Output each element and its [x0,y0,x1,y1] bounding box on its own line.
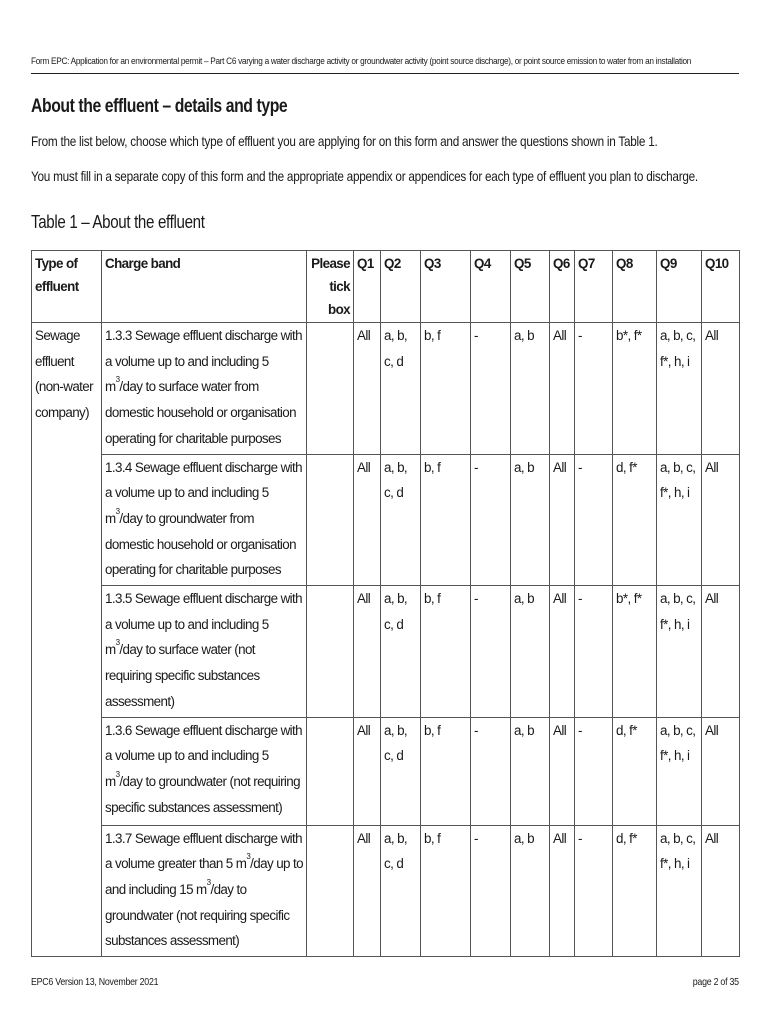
tick-box[interactable] [307,454,354,586]
q4-cell: - [471,323,511,455]
q9-cell: a, b, c, f*, h, i [657,586,702,718]
q8-cell: d, f* [613,454,657,586]
q9-cell: a, b, c, f*, h, i [657,454,702,586]
charge-band-cell [102,717,307,825]
q8-cell: b*, f* [613,323,657,455]
q2-cell: a, b, c, d [381,323,421,455]
charge-band-text: /day to surface water (not requiring specific substances assessment) [105,642,260,709]
q7-cell: - [575,717,613,825]
charge-band-text: 1.3.6 Sewage effluent discharge with a volume up to and including 5 m [105,722,303,789]
intro-paragraph-1: From the list below, choose which type of effluent you are applying for on this form and answer the questions shown in Table 1. [31,133,658,149]
q10-cell: All [702,717,740,825]
q3-cell: b, f [421,323,471,455]
superscript: 3 [115,375,120,385]
superscript: 3 [246,852,251,862]
q5-cell: a, b [511,825,550,957]
superscript: 3 [206,877,211,887]
q5-cell: a, b [511,323,550,455]
q2-cell: a, b, c, d [381,586,421,718]
q3-cell: b, f [421,454,471,586]
q4-cell: - [471,586,511,718]
charge-band-text: /day to groundwater (not requiring specific substances assessment) [105,881,290,949]
q4-cell: - [471,717,511,825]
q7-cell: - [575,825,613,957]
tick-box[interactable] [307,323,354,455]
q6-cell: All [550,717,575,825]
table-row [32,717,740,825]
q2-cell: a, b, c, d [381,825,421,957]
q7-cell: - [575,586,613,718]
q4-cell: - [471,825,511,957]
q5-cell: a, b [511,586,550,718]
q7-cell: - [575,323,613,455]
superscript: 3 [115,769,120,779]
table-row [32,586,740,718]
q3-cell: b, f [421,717,471,825]
header-q4: Q4 [471,251,511,323]
type-of-effluent-cell: Sewage effluent (non-water company) [32,323,102,957]
q8-cell: d, f* [613,717,657,825]
header-q2: Q2 [381,251,421,323]
header-divider [31,73,739,74]
header-q7: Q7 [575,251,613,323]
q9-cell: a, b, c, f*, h, i [657,717,702,825]
q8-cell: b*, f* [613,586,657,718]
q1-cell: All [354,825,381,957]
q10-cell: All [702,586,740,718]
charge-band-text: 1.3.3 Sewage effluent discharge with a volume up to and including 5 m [105,328,303,395]
charge-band-cell [102,454,307,586]
charge-band-cell [102,323,307,455]
header-tick-box: Please tick box [307,251,354,323]
table-header-row [32,251,740,323]
q4-cell: - [471,454,511,586]
tick-box[interactable] [307,586,354,718]
section-title: About the effluent – details and type [31,96,288,117]
q3-cell: b, f [421,825,471,957]
charge-band-text: /day to surface water from domestic household or organisation operating for charitable purposes [105,379,297,446]
charge-band-text: /day to groundwater from domestic household or organisation operating for charitable purposes [105,510,297,578]
q10-cell: All [702,825,740,957]
intro-paragraph-2: You must fill in a separate copy of this form and the appropriate appendix or appendices for each type of effluent you plan to discharge. [31,168,698,184]
charge-band-cell [102,586,307,718]
footer-version: EPC6 Version 13, November 2021 [31,976,159,988]
q1-cell: All [354,717,381,825]
q8-cell: d, f* [613,825,657,957]
charge-band-text: 1.3.4 Sewage effluent discharge with a volume up to and including 5 m [105,459,303,526]
header-q10: Q10 [702,251,740,323]
superscript: 3 [115,638,120,648]
table-row [32,323,740,455]
superscript: 3 [115,506,120,516]
footer-page-number: page 2 of 35 [692,976,739,988]
charge-band-text: 1.3.5 Sewage effluent discharge with a volume up to and including 5 m [105,591,303,658]
q3-cell: b, f [421,586,471,718]
q9-cell: a, b, c, f*, h, i [657,323,702,455]
effluent-table [31,250,740,957]
header-q5: Q5 [511,251,550,323]
header-q9: Q9 [657,251,702,323]
q2-cell: a, b, c, d [381,717,421,825]
header-q1: Q1 [354,251,381,323]
table-row [32,825,740,957]
tick-box[interactable] [307,825,354,957]
tick-box[interactable] [307,717,354,825]
q1-cell: All [354,454,381,586]
charge-band-text: /day up to and including 15 m [105,856,303,897]
q6-cell: All [550,586,575,718]
q7-cell: - [575,454,613,586]
header-q3: Q3 [421,251,471,323]
q6-cell: All [550,454,575,586]
q9-cell: a, b, c, f*, h, i [657,825,702,957]
q6-cell: All [550,323,575,455]
q10-cell: All [702,454,740,586]
running-header: Form EPC: Application for an environmental permit – Part C6 varying a water discharge activity or groundwater activity (point source discharge), or point source emission to water from an installation [31,56,692,67]
header-charge-band: Charge band [102,251,307,323]
header-q6: Q6 [550,251,575,323]
q5-cell: a, b [511,454,550,586]
q1-cell: All [354,323,381,455]
header-type-of-effluent: Type of effluent [32,251,102,323]
charge-band-text: 1.3.7 Sewage effluent discharge with a volume greater than 5 m [105,830,303,872]
q6-cell: All [550,825,575,957]
q10-cell: All [702,323,740,455]
header-q8: Q8 [613,251,657,323]
q5-cell: a, b [511,717,550,825]
charge-band-text: /day to groundwater (not requiring specific substances assessment) [105,773,300,815]
table-title: Table 1 – About the effluent [31,212,205,232]
charge-band-cell [102,825,307,957]
q2-cell: a, b, c, d [381,454,421,586]
q1-cell: All [354,586,381,718]
table-row [32,454,740,586]
